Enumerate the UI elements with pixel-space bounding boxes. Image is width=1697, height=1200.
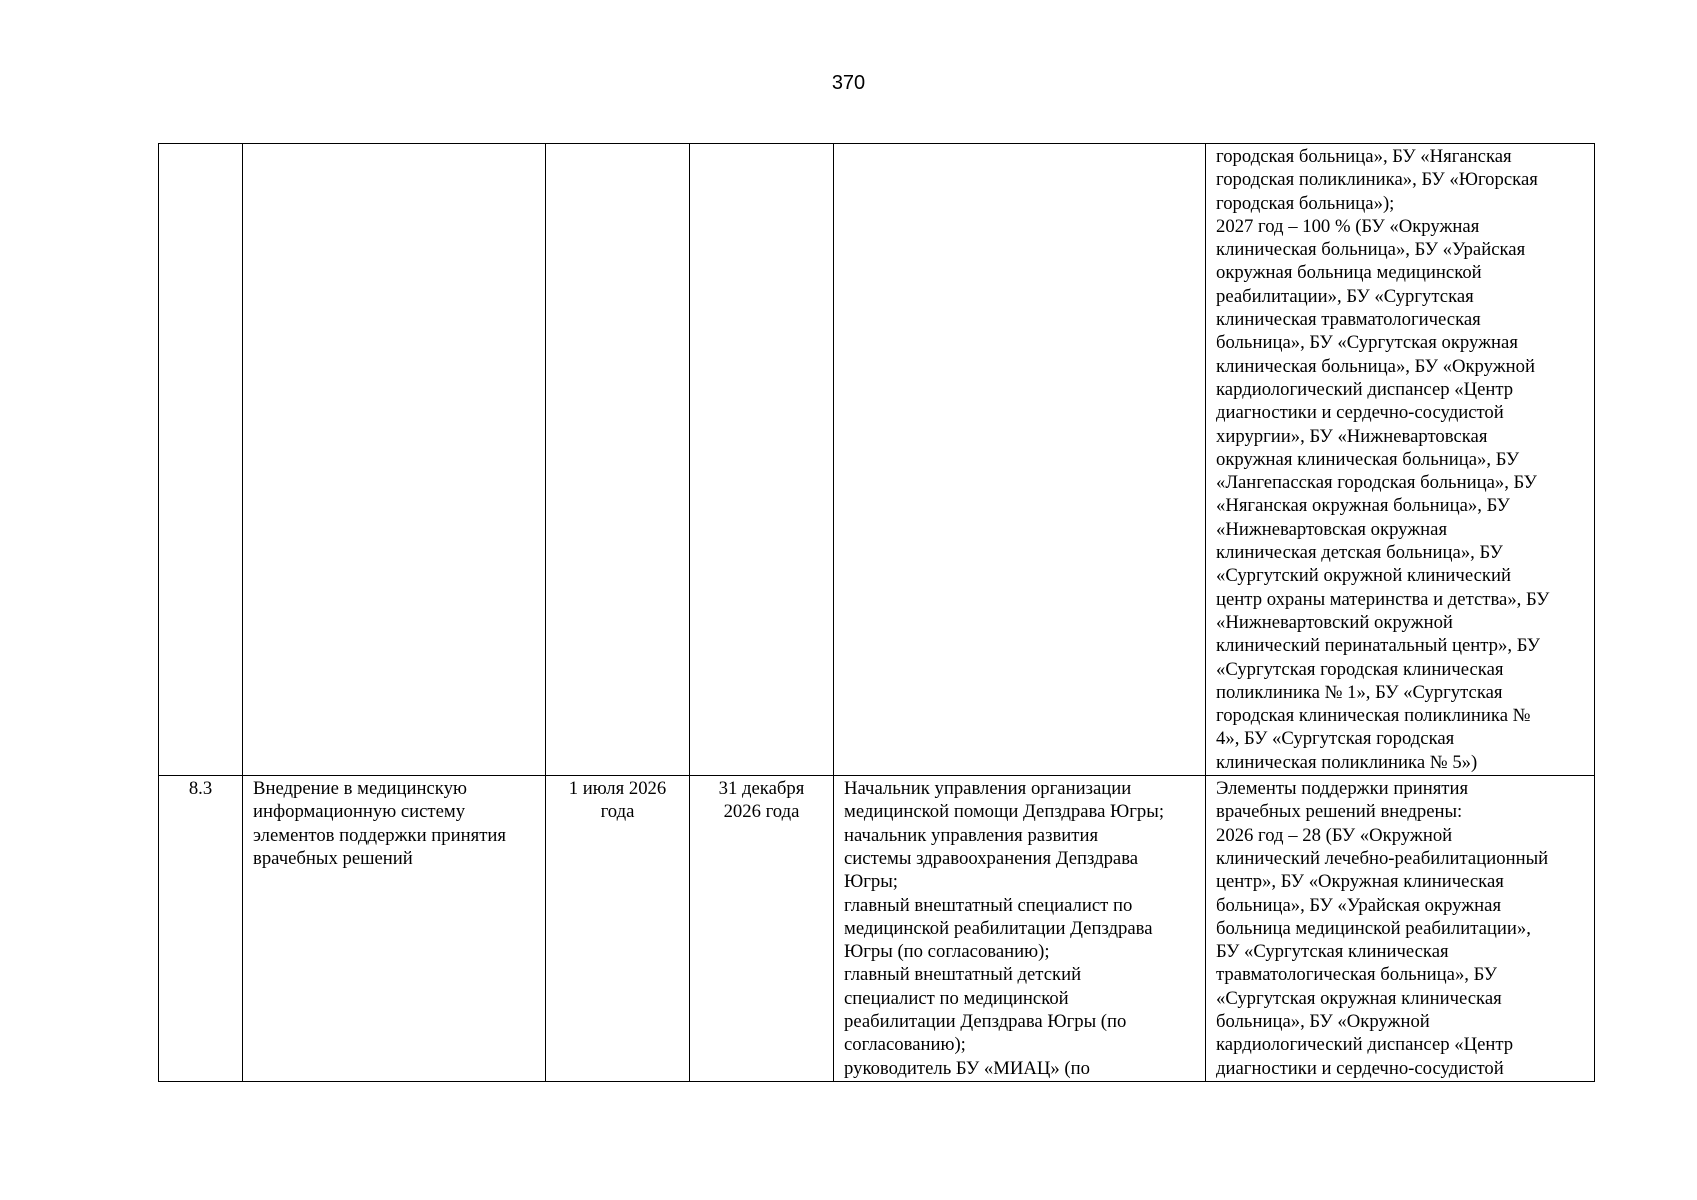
result-lines [1216, 777, 1584, 1080]
measure-title-cell: Внедрение в медицинскую информационную систему элементов поддержки принятия врачебных решений [243, 776, 546, 1082]
text-line: травматологическая больница», БУ [1216, 964, 1497, 986]
text-line: клиническая детская больница», БУ [1216, 542, 1503, 564]
text-line: медицинской помощи Депздрава Югры; [844, 801, 1165, 823]
measures-table [158, 143, 1595, 1082]
text-line: диагностики и сердечно-сосудистой [1216, 1057, 1504, 1079]
text-line: больница», БУ «Урайская окружная [1216, 894, 1502, 916]
text-line: хирургии», БУ «Нижневартовская [1216, 425, 1488, 447]
text-line: диагностики и сердечно-сосудистой [1216, 402, 1504, 424]
text-line: 2026 год – 28 (БУ «Окружной [1216, 824, 1453, 846]
text-line: «Лангепасская городская больница», БУ [1216, 472, 1537, 494]
text-line: городская больница»); [1216, 192, 1395, 214]
result-cell [1206, 144, 1595, 776]
text-line: окружная клиническая больница», БУ [1216, 448, 1520, 470]
text-line: центр охраны материнства и детства», БУ [1216, 588, 1550, 610]
start-date-cell: 1 июля 2026 года [546, 776, 690, 1082]
text-line: Элементы поддержки принятия [1216, 778, 1469, 800]
text-line: больница», БУ «Сургутская окружная [1216, 332, 1518, 354]
text-line: кардиологический диспансер «Центр [1216, 378, 1514, 400]
text-line: «Няганская окружная больница», БУ [1216, 495, 1510, 517]
text-line: Югры; [844, 871, 898, 893]
text-line: городская поликлиника», БУ «Югорская [1216, 169, 1538, 191]
text-line: клинический перинатальный центр», БУ [1216, 635, 1541, 657]
text-line: «Нижневартовская окружная [1216, 518, 1448, 540]
text-line: «Сургутская городская клиническая [1216, 658, 1504, 680]
text-line: 2027 год – 100 % (БУ «Окружная [1216, 215, 1480, 237]
text-line: главный внештатный детский [844, 964, 1082, 986]
text-line: Югры (по согласованию); [844, 941, 1050, 963]
text-line: кардиологический диспансер «Центр [1216, 1034, 1514, 1056]
text-line: городская больница», БУ «Няганская [1216, 146, 1512, 167]
text-line: клинический лечебно-реабилитационный [1216, 847, 1549, 869]
text-line: реабилитации Депздрава Югры (по [844, 1010, 1127, 1032]
text-line: «Нижневартовский окружной [1216, 611, 1453, 633]
text-line: «Сургутская окружная клиническая [1216, 987, 1502, 1009]
result-cell [1206, 776, 1595, 1082]
measure-title-cell [243, 144, 546, 776]
text-line: городская клиническая поликлиника № [1216, 705, 1531, 727]
text-line: больница медицинской реабилитации», [1216, 917, 1531, 939]
text-line: главный внештатный специалист по [844, 894, 1133, 916]
result-lines [1216, 145, 1584, 774]
table-row [159, 776, 1595, 1082]
responsible-cell [834, 776, 1206, 1082]
row-number-cell: 8.3 [159, 776, 243, 1082]
text-line: системы здравоохранения Депздрава [844, 847, 1139, 869]
responsible-lines [844, 777, 1195, 1080]
start-date-cell [546, 144, 690, 776]
text-line: специалист по медицинской [844, 987, 1069, 1009]
text-line: клиническая поликлиника № 5») [1216, 751, 1478, 773]
text-line: БУ «Сургутская клиническая [1216, 941, 1449, 963]
text-line: больница», БУ «Окружной [1216, 1010, 1430, 1032]
text-line: согласованию); [844, 1034, 966, 1056]
text-line: окружная больница медицинской [1216, 262, 1482, 284]
text-line: 4», БУ «Сургутская городская [1216, 728, 1455, 750]
text-line: клиническая больница», БУ «Урайская [1216, 239, 1526, 261]
table-row [159, 144, 1595, 776]
end-date-cell [690, 144, 834, 776]
page-number: 370 [831, 72, 866, 94]
text-line: медицинской реабилитации Депздрава [844, 917, 1153, 939]
text-line: врачебных решений внедрены: [1216, 801, 1463, 823]
text-line: реабилитации», БУ «Сургутская [1216, 285, 1474, 307]
text-line: начальник управления развития [844, 824, 1099, 846]
text-line: клиническая травматологическая [1216, 309, 1481, 331]
text-line: «Сургутский окружной клинический [1216, 565, 1511, 587]
text-line: центр», БУ «Окружная клиническая [1216, 871, 1504, 893]
row-number-cell [159, 144, 243, 776]
text-line: клиническая больница», БУ «Окружной [1216, 355, 1536, 377]
end-date-cell: 31 декабря 2026 года [690, 776, 834, 1082]
responsible-cell [834, 144, 1206, 776]
text-line: руководитель БУ «МИАЦ» (по [844, 1057, 1090, 1079]
text-line: Начальник управления организации [844, 778, 1132, 800]
text-line: поликлиника № 1», БУ «Сургутская [1216, 681, 1503, 703]
